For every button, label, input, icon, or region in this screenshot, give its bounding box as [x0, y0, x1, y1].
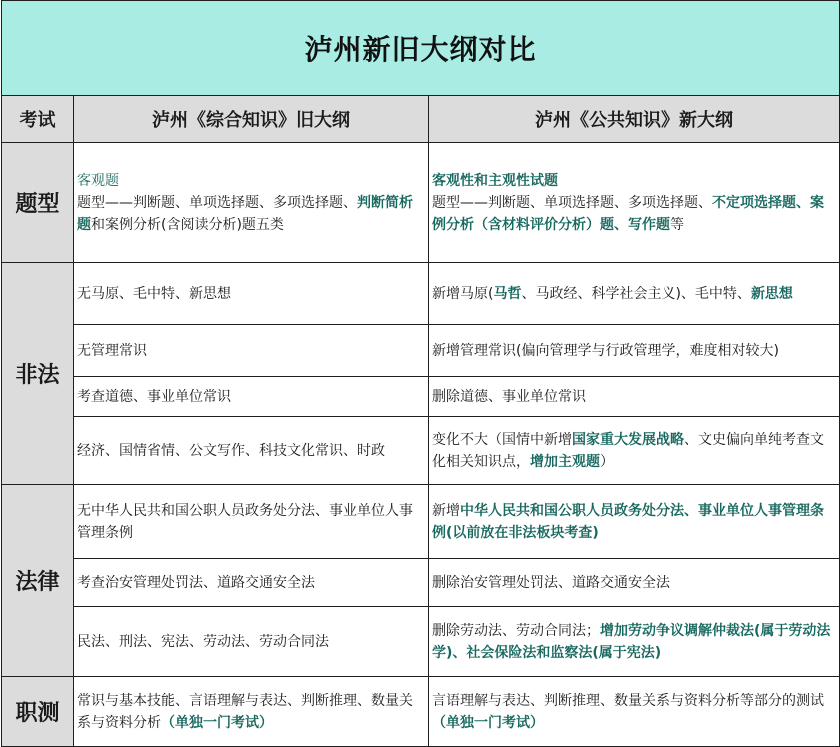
header-old-outline: 泸州《综合知识》旧大纲 — [74, 96, 429, 143]
comparison-table — [1, 0, 840, 747]
text: ） — [600, 453, 614, 470]
old-non-law-3: 考查道德、事业单位常识 — [74, 377, 429, 417]
highlight: 增加劳动争议调解仲裁法(属于劳动法学)、社会保险法和监察法(属于宪法) — [432, 622, 831, 661]
highlight: 中华人民共和国公职人员政务处分法、事业单位人事管理条例(以前放在非法板块考查) — [432, 502, 824, 541]
highlight: （单独一门考试） — [432, 714, 544, 731]
highlight: 增加主观题 — [530, 453, 600, 470]
page-title: 泸州新旧大纲对比 — [2, 1, 840, 96]
new-qt-heading: 客观性和主观性试题 — [432, 172, 558, 189]
new-question-types — [429, 143, 840, 263]
text: 删除劳动法、劳动合同法； — [432, 622, 600, 639]
text: 、马政经、科学社会主义)、毛中特、 — [521, 285, 751, 302]
category-law: 法律 — [2, 485, 74, 677]
new-non-law-1 — [429, 263, 840, 325]
old-non-law-2: 无管理常识 — [74, 325, 429, 377]
text: 、文史偏向单纯考查文化相关知识点， — [432, 431, 824, 470]
old-non-law-4: 经济、国情省情、公文写作、科技文化常识、时政 — [74, 417, 429, 485]
new-qt-highlight: 不定项选择题、案例分析（含材料评价分析）题、写作题 — [432, 194, 824, 233]
text: 变化不大（国情中新增 — [432, 431, 572, 448]
category-question-types: 题型 — [2, 143, 74, 263]
old-law-3: 民法、刑法、宪法、劳动法、劳动合同法 — [74, 607, 429, 677]
old-question-types — [74, 143, 429, 263]
new-law-2: 删除治安管理处罚法、道路交通安全法 — [429, 559, 840, 607]
text: 新增马原( — [432, 285, 494, 302]
table-row — [2, 325, 840, 377]
highlight: （单独一门考试） — [161, 714, 273, 731]
new-non-law-4 — [429, 417, 840, 485]
old-law-2: 考查治安管理处罚法、道路交通安全法 — [74, 559, 429, 607]
old-aptitude — [74, 677, 429, 747]
old-non-law-1: 无马原、毛中特、新思想 — [74, 263, 429, 325]
table-row — [2, 607, 840, 677]
old-qt-heading: 客观题 — [77, 172, 119, 189]
table-row — [2, 263, 840, 325]
old-qt-highlight: 判断简析题 — [77, 194, 413, 233]
header-new-outline: 泸州《公共知识》新大纲 — [429, 96, 840, 143]
table-row — [2, 559, 840, 607]
new-qt-tail: 等 — [670, 216, 684, 233]
header-row — [2, 96, 840, 143]
text: 言语理解与表达、判断推理、数量关系与资料分析等部分的测试 — [432, 692, 824, 709]
new-non-law-3: 删除道德、事业单位常识 — [429, 377, 840, 417]
new-non-law-2: 新增管理常识(偏向管理学与行政管理学，难度相对较大) — [429, 325, 840, 377]
category-non-law: 非法 — [2, 263, 74, 485]
old-qt-line-a: 题型——判断题、单项选择题、多项选择题、 — [77, 194, 357, 211]
table-row — [2, 485, 840, 559]
new-law-3 — [429, 607, 840, 677]
old-qt-line-b: 和案例分析(含阅读分析)题五类 — [91, 216, 284, 233]
text: 新增 — [432, 502, 460, 519]
text: 常识与基本技能、言语理解与表达、判断推理、数量关系与资料分析 — [77, 692, 413, 731]
header-exam: 考试 — [2, 96, 74, 143]
new-law-1 — [429, 485, 840, 559]
new-aptitude — [429, 677, 840, 747]
highlight: 马哲 — [493, 285, 522, 302]
table-row — [2, 377, 840, 417]
old-law-1: 无中华人民共和国公职人员政务处分法、事业单位人事管理条例 — [74, 485, 429, 559]
table-row — [2, 143, 840, 263]
table-row — [2, 417, 840, 485]
table-row — [2, 677, 840, 747]
highlight: 新思想 — [750, 285, 793, 302]
highlight: 国家重大发展战略 — [572, 431, 684, 448]
category-aptitude: 职测 — [2, 677, 74, 747]
new-qt-line-a: 题型——判断题、单项选择题、多项选择题、 — [432, 194, 712, 211]
